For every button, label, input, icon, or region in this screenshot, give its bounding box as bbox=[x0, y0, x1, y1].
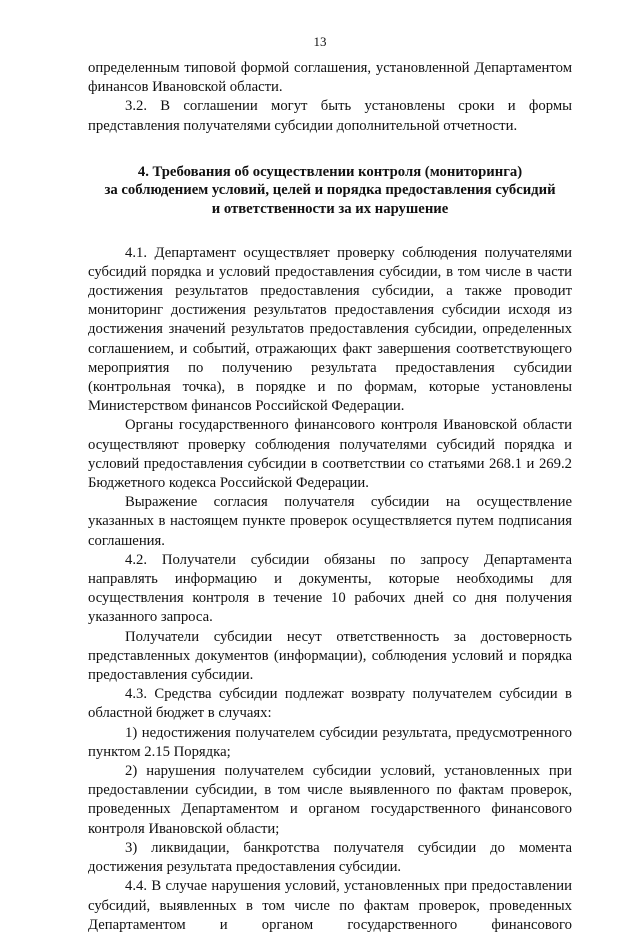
section-heading bbox=[88, 163, 572, 219]
intro-paragraph-3-2: 3.2. В соглашении могут быть установлены сроки и формы представления получателями субсидии дополнительной отчетности. bbox=[88, 98, 572, 134]
document-body bbox=[88, 59, 572, 935]
paragraph-4-4: 4.4. В случае нарушения условий, установленных при предоставлении субсидий, выявленных в том числе по фактам проверок, проведенных Департаментом и органом государственного финансового bbox=[88, 878, 572, 933]
intro-paragraph-continuation: определенным типовой формой соглашения, установленной Департаментом финансов Ивановской области. bbox=[88, 60, 572, 96]
list-item-2: 2) нарушения получателем субсидии условий, установленных при предоставлении субсидии, в том числе выявленного по фактам проверок, проведенных Департаментом и органом государственного финансового контроля Ивановской области; bbox=[88, 763, 572, 837]
paragraph-responsibility: Получатели субсидии несут ответственность за достоверность представленных документов (информации), соблюдения условий и порядка предоставления субсидии. bbox=[88, 628, 572, 684]
paragraph-4-1: 4.1. Департамент осуществляет проверку соблюдения получателями субсидий порядка и условий предоставления субсидии, в том числе в части достижения результатов предоставления субсидии, а также проводит мониторинг достижения результатов предоставления субсидии исходя из достижения значений результатов предоставления субсидии, определенных соглашением, и событий, отражающих факт завершения соответствующего мероприятия по получению результата предоставления субсидии (контрольная точка), в порядке и по формам, которые установлены Министерством финансов Российской Федерации. bbox=[88, 244, 572, 415]
list-item-1: 1) недостижения получателем субсидии результата, предусмотренного пунктом 2.15 Порядка; bbox=[88, 724, 572, 760]
page-number: 13 bbox=[313, 34, 327, 49]
section-heading-line-2: за соблюдением условий, целей и порядка предоставления субсидий bbox=[104, 182, 556, 199]
section-heading-line-3: и ответственности за их нарушение bbox=[211, 201, 449, 217]
section-heading-line-1: 4. Требования об осуществлении контроля (мониторинга) bbox=[137, 163, 523, 180]
paragraph-4-3: 4.3. Средства субсидии подлежат возврату получателем субсидии в областной бюджет в случаях: bbox=[88, 686, 572, 722]
paragraph-control-bodies: Органы государственного финансового контроля Ивановской области осуществляют проверку соблюдения получателями субсидий порядка и условий предоставления субсидии в соответствии со статьями 268.1 и 269.2 Бюджетного кодекса Российской Федерации. bbox=[88, 417, 572, 492]
list-item-3: 3) ликвидации, банкротства получателя субсидии до момента достижения результата предоставления субсидии. bbox=[88, 839, 572, 876]
paragraph-4-2: 4.2. Получатели субсидии обязаны по запросу Департамента направлять информацию и документы, которые необходимы для осуществления контроля в течение 10 рабочих дней со дня получения указанного запроса. bbox=[88, 551, 572, 626]
paragraph-consent: Выражение согласия получателя субсидии на осуществление указанных в настоящем пункте проверок осуществляется путем подписания соглашения. bbox=[88, 494, 572, 549]
